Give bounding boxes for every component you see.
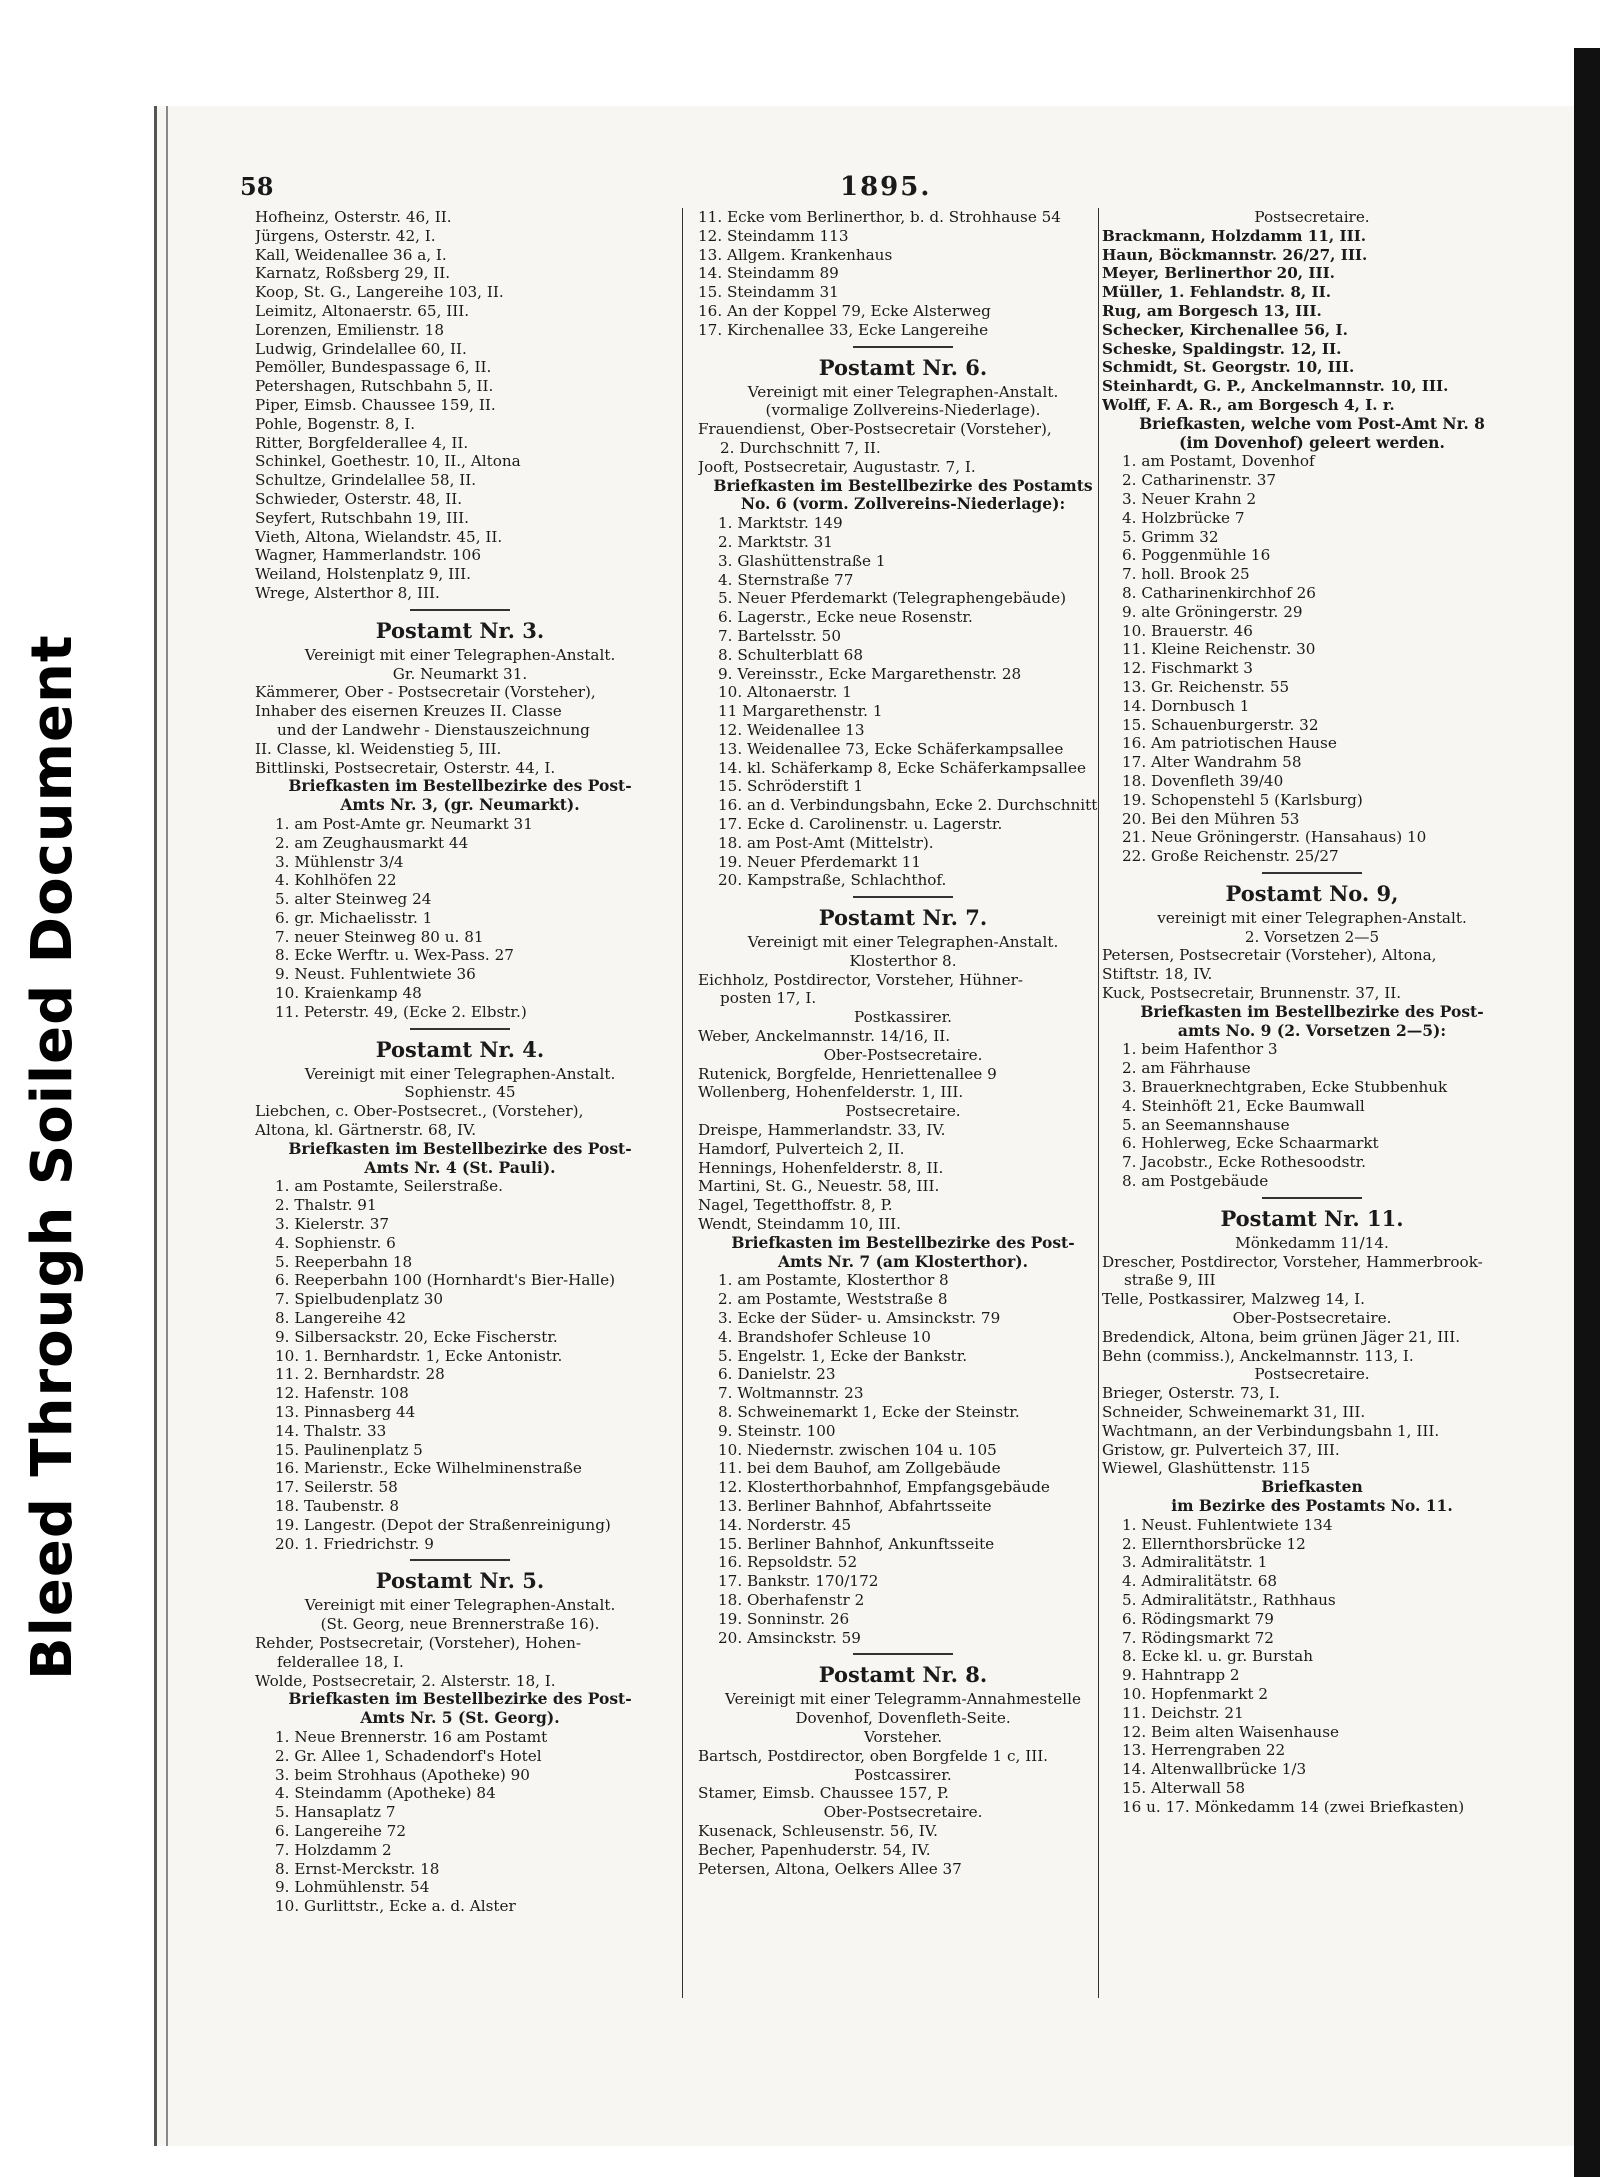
mailbox-entry: 17. Alter Wandrahm 58 xyxy=(1122,753,1302,772)
post-office-title: Postamt Nr. 7. xyxy=(818,905,988,931)
page-year: 1895. xyxy=(840,172,932,202)
mailbox-entry: 15. Steindamm 31 xyxy=(698,283,839,302)
mailbox-entry: 17. Bankstr. 170/172 xyxy=(718,1572,879,1591)
staff-entry: Kämmerer, Ober - Postsecretair (Vorsteher), xyxy=(255,683,596,702)
mailbox-entry: 12. Fischmarkt 3 xyxy=(1122,659,1253,678)
staff-entry: Frauendienst, Ober-Postsecretair (Vorsteher), xyxy=(698,420,1052,439)
mailbox-entry: 1. Neust. Fuhlentwiete 134 xyxy=(1122,1515,1333,1534)
mailbox-entry: 13. Pinnasberg 44 xyxy=(275,1403,416,1422)
mailbox-entry: 13. Gr. Reichenstr. 55 xyxy=(1122,677,1290,696)
mailbox-entry: 8. Ecke Werftr. u. Wex-Pass. 27 xyxy=(275,946,514,965)
mailbox-entry: 2. Thalstr. 91 xyxy=(275,1196,377,1215)
staff-group-label: Ober-Postsecretaire. xyxy=(823,1045,983,1064)
mailbox-entry: 6. Poggenmühle 16 xyxy=(1122,546,1271,565)
page-edge-line xyxy=(166,106,168,2146)
mailbox-entry: 13. Berliner Bahnhof, Abfahrtsseite xyxy=(718,1497,992,1515)
post-office-address: Dovenhof, Dovenfleth-Seite. xyxy=(795,1709,1011,1728)
mailbox-heading: Amts Nr. 3, (gr. Neumarkt). xyxy=(340,795,580,815)
mailbox-entry: 3. Mühlenstr 3/4 xyxy=(275,852,404,871)
mailbox-entry: 6. Langereihe 72 xyxy=(275,1821,406,1840)
mailbox-entry: 16 u. 17. Mönkedamm 14 (zwei Briefkasten) xyxy=(1122,1797,1465,1816)
staff-entry: Inhaber des eisernen Kreuzes II. Classe xyxy=(255,702,562,721)
staff-entry: Schneider, Schweinemarkt 31, III. xyxy=(1102,1403,1366,1422)
mailbox-entry: 14. Thalstr. 33 xyxy=(275,1421,387,1440)
post-office-address: Klosterthor 8. xyxy=(849,951,957,970)
staff-entry: Weiland, Holstenplatz 9, III. xyxy=(255,565,471,584)
staff-entry: Wendt, Steindamm 10, III. xyxy=(698,1215,901,1234)
mailbox-heading: Briefkasten im Bestellbezirke des Post- xyxy=(288,1138,632,1158)
column-divider xyxy=(682,208,683,1998)
staff-entry: Brackmann, Holzdamm 11, III. xyxy=(1102,226,1367,245)
mailbox-entry: 11. Deichstr. 21 xyxy=(1122,1703,1244,1722)
post-office-title: Postamt Nr. 11. xyxy=(1220,1205,1404,1231)
mailbox-entry: 2. Gr. Allee 1, Schadendorf's Hotel xyxy=(275,1746,542,1765)
mailbox-entry: 7. neuer Steinweg 80 u. 81 xyxy=(275,927,484,946)
post-office-address: Mönkedamm 11/14. xyxy=(1235,1233,1389,1252)
section-separator xyxy=(410,1559,510,1561)
staff-entry: 2. Durchschnitt 7, II. xyxy=(720,438,881,457)
post-office-address: Sophienstr. 45 xyxy=(404,1083,516,1102)
mailbox-heading: Briefkasten im Bestellbezirke des Post- xyxy=(1140,1001,1484,1021)
mailbox-entry: 2. am Zeughausmarkt 44 xyxy=(275,833,469,852)
staff-entry: posten 17, I. xyxy=(720,989,817,1008)
staff-entry: Stiftstr. 18, IV. xyxy=(1102,965,1213,984)
post-office-address: Vereinigt mit einer Telegraphen-Anstalt. xyxy=(304,1064,616,1083)
mailbox-entry: 12. Beim alten Waisenhause xyxy=(1122,1722,1339,1741)
mailbox-heading: Briefkasten im Bestellbezirke des Postamts xyxy=(713,475,1093,495)
staff-entry: Haun, Böckmannstr. 26/27, III. xyxy=(1102,245,1368,264)
mailbox-entry: 9. Vereinsstr., Ecke Margarethenstr. 28 xyxy=(718,664,1022,683)
staff-entry: und der Landwehr - Dienstauszeichnung xyxy=(277,720,590,739)
staff-group-label: Postkassirer. xyxy=(853,1008,952,1027)
staff-entry: Drescher, Postdirector, Vorsteher, Hammerbrook- xyxy=(1102,1252,1483,1271)
staff-entry: Brieger, Osterstr. 73, I. xyxy=(1102,1384,1280,1403)
mailbox-entry: 5. Engelstr. 1, Ecke der Bankstr. xyxy=(718,1346,968,1365)
staff-entry: Eichholz, Postdirector, Vorsteher, Hühner- xyxy=(698,970,1023,989)
staff-entry: Kall, Weidenallee 36 a, I. xyxy=(255,245,447,264)
mailbox-entry: 15. Alterwall 58 xyxy=(1122,1778,1246,1797)
staff-entry: straße 9, III xyxy=(1124,1271,1216,1290)
mailbox-heading: Amts Nr. 4 (St. Pauli). xyxy=(364,1157,556,1177)
staff-entry: Telle, Postkassirer, Malzweg 14, I. xyxy=(1102,1290,1365,1309)
mailbox-entry: 13. Allgem. Krankenhaus xyxy=(698,245,893,264)
staff-entry: Wrege, Alsterthor 8, III. xyxy=(255,583,440,602)
mailbox-entry: 7. Jacobstr., Ecke Rothesoodstr. xyxy=(1122,1153,1366,1172)
mailbox-entry: 7. Spielbudenplatz 30 xyxy=(275,1290,444,1309)
mailbox-entry: 17. Seilerstr. 58 xyxy=(275,1478,398,1497)
scan-border xyxy=(1574,48,1600,2177)
mailbox-entry: 10. 1. Bernhardstr. 1, Ecke Antonistr. xyxy=(275,1346,563,1365)
mailbox-entry: 11. 2. Bernhardstr. 28 xyxy=(275,1365,445,1384)
mailbox-entry: 20. 1. Friedrichstr. 9 xyxy=(275,1534,434,1553)
mailbox-entry: 11 Margarethenstr. 1 xyxy=(718,702,883,721)
mailbox-entry: 3. beim Strohhaus (Apotheke) 90 xyxy=(275,1765,530,1784)
mailbox-entry: 2. Ellernthorsbrücke 12 xyxy=(1122,1534,1306,1553)
post-office-address: Vereinigt mit einer Telegraphen-Anstalt. xyxy=(747,933,1059,952)
staff-entry: Pemöller, Bundespassage 6, II. xyxy=(255,358,492,377)
stamp-label: Bleed Through Soiled Document xyxy=(20,634,85,1680)
mailbox-entry: 14. Altenwallbrücke 1/3 xyxy=(1122,1760,1307,1779)
mailbox-entry: 9. Hahntrapp 2 xyxy=(1122,1666,1240,1685)
mailbox-entry: 10. Niedernstr. zwischen 104 u. 105 xyxy=(718,1440,997,1459)
mailbox-entry: 14. Steindamm 89 xyxy=(698,264,839,283)
column-1 xyxy=(255,208,665,1916)
mailbox-entry: 6. gr. Michaelisstr. 1 xyxy=(275,908,433,927)
staff-group-label: Postsecretaire. xyxy=(1254,1365,1370,1384)
mailbox-entry: 14. kl. Schäferkamp 8, Ecke Schäferkampsallee xyxy=(718,758,1086,777)
mailbox-entry: 17. Kirchenallee 33, Ecke Langereihe xyxy=(698,320,989,339)
staff-entry: Stamer, Eimsb. Chaussee 157, P. xyxy=(698,1784,949,1803)
post-office-address: (vormalige Zollvereins-Niederlage). xyxy=(765,401,1041,420)
mailbox-entry: 6. Lagerstr., Ecke neue Rosenstr. xyxy=(718,608,973,627)
staff-entry: Wolde, Postsecretair, 2. Alsterstr. 18, I. xyxy=(255,1671,556,1690)
mailbox-entry: 12. Steindamm 113 xyxy=(698,226,849,245)
mailbox-heading: Briefkasten im Bestellbezirke des Post- xyxy=(731,1232,1075,1252)
staff-entry: Leimitz, Altonaerstr. 65, III. xyxy=(255,301,470,320)
page-number: 58 xyxy=(240,172,274,201)
staff-entry: Weber, Anckelmannstr. 14/16, II. xyxy=(698,1027,951,1046)
mailbox-entry: 2. am Fährhause xyxy=(1122,1059,1251,1078)
post-office-title: Postamt Nr. 3. xyxy=(375,617,545,643)
staff-entry: Rehder, Postsecretair, (Vorsteher), Hohen- xyxy=(255,1633,582,1652)
mailbox-entry: 19. Langestr. (Depot der Straßenreinigung) xyxy=(275,1515,611,1534)
mailbox-entry: 5. alter Steinweg 24 xyxy=(275,890,432,909)
staff-entry: Kuck, Postsecretair, Brunnenstr. 37, II. xyxy=(1102,984,1402,1003)
post-office-address: vereinigt mit einer Telegraphen-Anstalt. xyxy=(1157,908,1467,927)
staff-entry: Bredendick, Altona, beim grünen Jäger 21, III. xyxy=(1102,1327,1461,1346)
staff-entry: Wolff, F. A. R., am Borgesch 4, I. r. xyxy=(1102,395,1395,414)
mailbox-entry: 15. Schauenburgerstr. 32 xyxy=(1122,715,1319,734)
mailbox-entry: 17. Ecke d. Carolinenstr. u. Lagerstr. xyxy=(718,814,1003,833)
staff-entry: Hamdorf, Pulverteich 2, II. xyxy=(698,1139,905,1158)
mailbox-entry: 19. Sonninstr. 26 xyxy=(718,1609,850,1628)
staff-group-label: Postsecretaire. xyxy=(845,1102,961,1121)
mailbox-heading: im Bezirke des Postamts No. 11. xyxy=(1171,1496,1453,1515)
mailbox-entry: 3. Kielerstr. 37 xyxy=(275,1215,390,1234)
column-2 xyxy=(698,208,1108,1878)
staff-entry: Altona, kl. Gärtnerstr. 68, IV. xyxy=(255,1121,477,1140)
staff-entry: Karnatz, Roßsberg 29, II. xyxy=(255,264,451,283)
mailbox-entry: 5. Admiralitätstr., Rathhaus xyxy=(1122,1590,1336,1609)
mailbox-entry: 7. Bartelsstr. 50 xyxy=(718,626,842,645)
mailbox-entry: 3. Glashüttenstraße 1 xyxy=(718,551,886,570)
mailbox-entry: 19. Neuer Pferdemarkt 11 xyxy=(718,852,922,871)
mailbox-entry: 1. am Post-Amte gr. Neumarkt 31 xyxy=(275,814,533,833)
mailbox-entry: 4. Sophienstr. 6 xyxy=(275,1233,396,1252)
staff-entry: Schmidt, St. Georgstr. 10, III. xyxy=(1102,358,1355,377)
mailbox-entry: 9. Neust. Fuhlentwiete 36 xyxy=(275,965,476,984)
staff-entry: Lorenzen, Emilienstr. 18 xyxy=(255,320,444,339)
mailbox-entry: 8. Langereihe 42 xyxy=(275,1309,406,1328)
post-office-address: Vereinigt mit einer Telegraphen-Anstalt. xyxy=(747,382,1059,401)
mailbox-entry: 5. an Seemannshause xyxy=(1122,1115,1290,1134)
mailbox-entry: 4. Admiralitätstr. 68 xyxy=(1122,1572,1278,1591)
mailbox-entry: 5. Hansaplatz 7 xyxy=(275,1803,396,1822)
mailbox-entry: 10. Altonaerstr. 1 xyxy=(718,683,852,702)
mailbox-entry: 16. an d. Verbindungsbahn, Ecke 2. Durchschnitt xyxy=(718,796,1098,815)
staff-entry: Jooft, Postsecretair, Augustastr. 7, I. xyxy=(698,457,976,476)
mailbox-heading: (im Dovenhof) geleert werden. xyxy=(1179,432,1445,452)
post-office-address: Vereinigt mit einer Telegramm-Annahmestelle xyxy=(725,1690,1081,1709)
staff-entry: felderallee 18, I. xyxy=(277,1652,404,1671)
mailbox-entry: 20. Bei den Mühren 53 xyxy=(1122,809,1300,828)
mailbox-entry: 10. Hopfenmarkt 2 xyxy=(1122,1684,1268,1703)
mailbox-entry: 13. Weidenallee 73, Ecke Schäferkampsallee xyxy=(718,739,1064,758)
mailbox-entry: 1. beim Hafenthor 3 xyxy=(1122,1040,1278,1059)
staff-entry: Koop, St. G., Langereihe 103, II. xyxy=(255,283,504,302)
post-office-address: 2. Vorsetzen 2—5 xyxy=(1244,927,1380,946)
staff-entry: Wachtmann, an der Verbindungsbahn 1, III. xyxy=(1102,1421,1440,1440)
mailbox-entry: 18. Taubenstr. 8 xyxy=(275,1497,400,1515)
mailbox-entry: 4. Sternstraße 77 xyxy=(718,570,854,589)
mailbox-entry: 16. Marienstr., Ecke Wilhelminenstraße xyxy=(275,1459,582,1478)
mailbox-heading: Amts Nr. 7 (am Klosterthor). xyxy=(777,1251,1029,1271)
staff-entry: Ludwig, Grindelallee 60, II. xyxy=(255,339,467,358)
post-office-title: Postamt Nr. 8. xyxy=(818,1662,988,1688)
staff-entry: Kusenack, Schleusenstr. 56, IV. xyxy=(698,1821,938,1840)
column-3 xyxy=(1102,208,1522,1817)
mailbox-entry: 10. Kraienkamp 48 xyxy=(275,984,422,1003)
mailbox-entry: 1. am Postamt, Dovenhof xyxy=(1122,452,1315,471)
staff-entry: Rug, am Borgesch 13, III. xyxy=(1102,301,1322,320)
mailbox-entry: 2. Catharinenstr. 37 xyxy=(1122,471,1277,490)
mailbox-entry: 11. bei dem Bauhof, am Zollgebäude xyxy=(718,1459,1001,1478)
mailbox-entry: 16. Repsoldstr. 52 xyxy=(718,1553,858,1572)
post-office-address: Gr. Neumarkt 31. xyxy=(392,664,528,683)
staff-entry: Schultze, Grindelallee 58, II. xyxy=(255,471,477,490)
mailbox-entry: 7. Holzdamm 2 xyxy=(275,1840,392,1859)
mailbox-entry: 18. am Post-Amt (Mittelstr). xyxy=(718,833,934,852)
mailbox-heading: Briefkasten im Bestellbezirke des Post- xyxy=(288,1689,632,1709)
section-separator xyxy=(410,1028,510,1030)
mailbox-entry: 15. Berliner Bahnhof, Ankunftsseite xyxy=(718,1534,995,1553)
staff-group-label: Postsecretaire. xyxy=(1254,208,1370,226)
mailbox-heading: amts No. 9 (2. Vorsetzen 2—5): xyxy=(1177,1020,1447,1040)
mailbox-entry: 6. Rödingsmarkt 79 xyxy=(1122,1609,1274,1628)
staff-entry: Scheske, Spaldingstr. 12, II. xyxy=(1102,339,1342,358)
mailbox-entry: 14. Norderstr. 45 xyxy=(718,1515,852,1534)
mailbox-entry: 3. Admiralitätstr. 1 xyxy=(1122,1553,1268,1572)
staff-entry: Schwieder, Osterstr. 48, II. xyxy=(255,489,463,508)
mailbox-entry: 13. Herrengraben 22 xyxy=(1122,1741,1286,1760)
mailbox-entry: 9. alte Gröningerstr. 29 xyxy=(1122,602,1303,621)
mailbox-entry: 3. Neuer Krahn 2 xyxy=(1122,489,1257,508)
mailbox-entry: 10. Gurlittstr., Ecke a. d. Alster xyxy=(275,1897,516,1916)
staff-entry: Hennings, Hohenfelderstr. 8, II. xyxy=(698,1158,944,1177)
mailbox-entry: 16. Am patriotischen Hause xyxy=(1122,734,1337,753)
mailbox-entry: 1. am Postamte, Seilerstraße. xyxy=(275,1177,503,1196)
mailbox-entry: 4. Steindamm (Apotheke) 84 xyxy=(275,1784,496,1803)
mailbox-entry: 7. Woltmannstr. 23 xyxy=(718,1384,864,1403)
staff-entry: Seyfert, Rutschbahn 19, III. xyxy=(255,508,469,527)
mailbox-entry: 12. Hafenstr. 108 xyxy=(275,1384,409,1403)
post-office-title: Postamt No. 9, xyxy=(1225,880,1399,906)
mailbox-entry: 16. An der Koppel 79, Ecke Alsterweg xyxy=(698,301,991,320)
mailbox-heading: Briefkasten xyxy=(1261,1477,1363,1497)
staff-entry: II. Classe, kl. Weidenstieg 5, III. xyxy=(255,739,502,758)
section-separator xyxy=(1262,1197,1362,1199)
mailbox-entry: 20. Kampstraße, Schlachthof. xyxy=(718,871,947,890)
staff-entry: Vieth, Altona, Wielandstr. 45, II. xyxy=(255,527,503,546)
staff-group-label: Postcassirer. xyxy=(854,1765,952,1784)
mailbox-entry: 11. Ecke vom Berlinerthor, b. d. Strohhause 54 xyxy=(698,208,1061,226)
post-office-title: Postamt Nr. 5. xyxy=(375,1568,545,1594)
mailbox-entry: 7. Rödingsmarkt 72 xyxy=(1122,1628,1274,1647)
mailbox-entry: 12. Weidenallee 13 xyxy=(718,720,865,739)
staff-entry: Ritter, Borgfelderallee 4, II. xyxy=(255,433,469,452)
mailbox-entry: 15. Paulinenplatz 5 xyxy=(275,1440,423,1459)
staff-entry: Pohle, Bogenstr. 8, I. xyxy=(255,414,416,433)
mailbox-entry: 6. Reeperbahn 100 (Hornhardt's Bier-Halle) xyxy=(275,1271,616,1290)
mailbox-entry: 3. Brauerknechtgraben, Ecke Stubbenhuk xyxy=(1122,1078,1448,1097)
staff-entry: Becher, Papenhuderstr. 54, IV. xyxy=(698,1840,931,1859)
mailbox-entry: 8. Schulterblatt 68 xyxy=(718,645,863,664)
mailbox-heading: No. 6 (vorm. Zollvereins-Niederlage): xyxy=(740,494,1066,514)
staff-group-label: Ober-Postsecretaire. xyxy=(823,1803,983,1822)
mailbox-entry: 8. Catharinenkirchhof 26 xyxy=(1122,583,1316,602)
staff-entry: Martini, St. G., Neuestr. 58, III. xyxy=(698,1177,940,1196)
mailbox-entry: 20. Amsinckstr. 59 xyxy=(718,1628,861,1647)
mailbox-entry: 5. Neuer Pferdemarkt (Telegraphengebäude) xyxy=(718,589,1067,608)
staff-entry: Petershagen, Rutschbahn 5, II. xyxy=(255,377,494,396)
staff-entry: Meyer, Berlinerthor 20, III. xyxy=(1102,264,1335,283)
mailbox-entry: 1. am Postamte, Klosterthor 8 xyxy=(718,1271,949,1290)
mailbox-entry: 18. Oberhafenstr 2 xyxy=(718,1590,865,1609)
post-office-address: Vereinigt mit einer Telegraphen-Anstalt. xyxy=(304,1596,616,1615)
mailbox-entry: 14. Dornbusch 1 xyxy=(1122,696,1250,715)
mailbox-entry: 9. Steinstr. 100 xyxy=(718,1421,836,1440)
staff-entry: Petersen, Altona, Oelkers Allee 37 xyxy=(698,1859,962,1878)
mailbox-entry: 1. Neue Brennerstr. 16 am Postamt xyxy=(275,1727,548,1746)
mailbox-entry: 4. Brandshofer Schleuse 10 xyxy=(718,1327,931,1346)
staff-group-label: Ober-Postsecretaire. xyxy=(1232,1309,1392,1328)
mailbox-entry: 10. Brauerstr. 46 xyxy=(1122,621,1253,640)
mailbox-entry: 4. Steinhöft 21, Ecke Baumwall xyxy=(1122,1096,1365,1115)
directory-page xyxy=(240,172,1505,2017)
mailbox-heading: Amts Nr. 5 (St. Georg). xyxy=(360,1708,560,1728)
mailbox-entry: 6. Hohlerweg, Ecke Schaarmarkt xyxy=(1122,1134,1379,1153)
mailbox-entry: 5. Reeperbahn 18 xyxy=(275,1252,413,1271)
staff-entry: Jürgens, Osterstr. 42, I. xyxy=(255,226,436,245)
mailbox-entry: 8. Schweinemarkt 1, Ecke der Steinstr. xyxy=(718,1403,1020,1422)
mailbox-entry: 2. Marktstr. 31 xyxy=(718,532,833,551)
post-office-title: Postamt Nr. 4. xyxy=(375,1036,545,1062)
mailbox-entry: 18. Dovenfleth 39/40 xyxy=(1122,771,1284,790)
section-separator xyxy=(853,896,953,898)
post-office-address: (St. Georg, neue Brennerstraße 16). xyxy=(320,1615,600,1634)
staff-entry: Gristow, gr. Pulverteich 37, III. xyxy=(1102,1440,1340,1459)
mailbox-entry: 5. Grimm 32 xyxy=(1122,527,1219,546)
staff-entry: Liebchen, c. Ober-Postsecret., (Vorsteher), xyxy=(255,1102,584,1121)
staff-entry: Schecker, Kirchenallee 56, I. xyxy=(1102,320,1348,339)
mailbox-entry: 7. holl. Brook 25 xyxy=(1122,565,1250,584)
staff-entry: Nagel, Tegetthoffstr. 8, P. xyxy=(698,1196,893,1215)
staff-entry: Wollenberg, Hohenfelderstr. 1, III. xyxy=(698,1083,964,1102)
mailbox-entry: 19. Schopenstehl 5 (Karlsburg) xyxy=(1122,790,1363,809)
staff-entry: Wiewel, Glashüttenstr. 115 xyxy=(1102,1459,1311,1478)
mailbox-entry: 12. Klosterthorbahnhof, Empfangsgebäude xyxy=(718,1478,1050,1497)
staff-entry: Müller, 1. Fehlandstr. 8, II. xyxy=(1102,283,1331,302)
mailbox-entry: 21. Neue Gröningerstr. (Hansahaus) 10 xyxy=(1122,828,1427,847)
mailbox-heading: Briefkasten im Bestellbezirke des Post- xyxy=(288,776,632,796)
mailbox-entry: 8. Ecke kl. u. gr. Burstah xyxy=(1122,1647,1313,1666)
staff-entry: Bartsch, Postdirector, oben Borgfelde 1 c, III. xyxy=(698,1746,1049,1765)
mailbox-heading: Briefkasten, welche vom Post-Amt Nr. 8 xyxy=(1139,413,1485,433)
staff-entry: Petersen, Postsecretair (Vorsteher), Altona, xyxy=(1102,946,1437,965)
staff-entry: Schinkel, Goethestr. 10, II., Altona xyxy=(255,452,521,471)
staff-entry: Wagner, Hammerlandstr. 106 xyxy=(255,546,481,565)
staff-entry: Behn (commiss.), Anckelmannstr. 113, I. xyxy=(1102,1346,1414,1365)
staff-entry: Hofheinz, Osterstr. 46, II. xyxy=(255,208,452,226)
mailbox-entry: 15. Schröderstift 1 xyxy=(718,777,864,796)
staff-group-label: Vorsteher. xyxy=(863,1727,943,1746)
post-office-title: Postamt Nr. 6. xyxy=(818,354,988,380)
staff-entry: Dreispe, Hammerlandstr. 33, IV. xyxy=(698,1121,946,1140)
section-separator xyxy=(853,346,953,348)
mailbox-entry: 11. Peterstr. 49, (Ecke 2. Elbstr.) xyxy=(275,1002,527,1021)
mailbox-entry: 4. Holzbrücke 7 xyxy=(1122,508,1245,527)
mailbox-entry: 8. am Postgebäude xyxy=(1122,1172,1269,1191)
staff-entry: Piper, Eimsb. Chaussee 159, II. xyxy=(255,395,496,414)
mailbox-entry: 6. Danielstr. 23 xyxy=(718,1365,836,1384)
mailbox-entry: 9. Lohmühlenstr. 54 xyxy=(275,1878,430,1897)
section-separator xyxy=(853,1653,953,1655)
staff-entry: Rutenick, Borgfelde, Henriettenallee 9 xyxy=(698,1064,997,1083)
mailbox-entry: 2. am Postamte, Weststraße 8 xyxy=(718,1290,948,1309)
mailbox-entry: 11. Kleine Reichenstr. 30 xyxy=(1122,640,1316,659)
mailbox-entry: 22. Große Reichenstr. 25/27 xyxy=(1122,847,1339,866)
section-separator xyxy=(410,609,510,611)
staff-entry: Steinhardt, G. P., Anckelmannstr. 10, III. xyxy=(1102,377,1449,396)
page-edge-line xyxy=(154,106,157,2146)
mailbox-entry: 4. Kohlhöfen 22 xyxy=(275,871,397,890)
mailbox-entry: 8. Ernst-Merckstr. 18 xyxy=(275,1859,440,1878)
mailbox-entry: 9. Silbersackstr. 20, Ecke Fischerstr. xyxy=(275,1327,558,1346)
mailbox-entry: 3. Ecke der Süder- u. Amsinckstr. 79 xyxy=(718,1309,1001,1328)
section-separator xyxy=(1262,872,1362,874)
post-office-address: Vereinigt mit einer Telegraphen-Anstalt. xyxy=(304,645,616,664)
staff-entry: Bittlinski, Postsecretair, Osterstr. 44, I. xyxy=(255,758,556,777)
mailbox-entry: 1. Marktstr. 149 xyxy=(718,514,843,533)
